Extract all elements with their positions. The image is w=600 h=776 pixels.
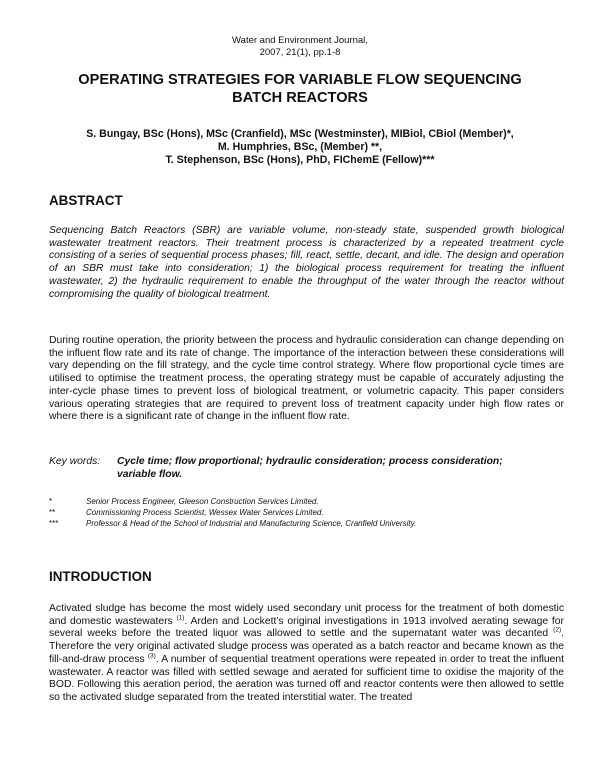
intro-text-3: . Therefore the very original activated sludge process was operated as a batch reactor and became known as the fill-and-draw process <box>49 628 564 665</box>
citation-ref-1: (1) <box>176 614 185 622</box>
author-2: M. Humphries, BSc, (Member) **, <box>217 141 383 153</box>
footnote-mark: * <box>49 497 53 506</box>
author-list <box>30 128 570 167</box>
paper-title <box>40 71 560 107</box>
footnote-2 <box>49 507 324 518</box>
footnote-text: Professor & Head of the School of Industrial and Manufacturing Science, Cranfield University. <box>86 519 417 528</box>
footnote-mark: *** <box>49 519 59 528</box>
footnote-3 <box>49 518 416 529</box>
intro-text-2: . Arden and Lockett’s original investigations in 1913 involved aerating sewage for several weeks before the treated liquor was allowed to settle and the supernatant water was decanted <box>49 615 565 640</box>
keywords-line-1: Cycle time; flow proportional; hydraulic consideration; process consideration; <box>117 456 503 467</box>
journal-citation <box>0 35 600 59</box>
intro-text-4: . A number of sequential treatment operations were repeated in order to treat the influent wastewater. A reactor was filled with settled sewage and aerated for sufficient time to oxidise the majority of the BOD. Following this aeration period, the aeration was turned off and reactor contents were then allowed to settle so the activated sludge separated from the treated interstitial water. The treated <box>49 653 564 703</box>
intro-text-1: Activated sludge has become the most widely used secondary unit process for the treatment of both domestic and domestic wastewaters <box>49 603 564 627</box>
abstract-heading: ABSTRACT <box>49 193 123 208</box>
abstract-paragraph-2: During routine operation, the priority between the process and hydraulic consideration can change depending on the influent flow rate and its rate of change. The importance of the interaction between these considerations will vary depending on the fill strategy, and the cycle time control strategy. Where flow proportional cycle times are utilised to optimise the treatment process, the operating strategy must be capable of accurately adjusting the inter-cycle phase times to prevent loss of biological treatment, or volumetric capacity. This paper considers various operating strategies that are required to prevent loss of treatment capacity under high flow rates or where there is a significant rate of change in the influent flow rate. <box>49 335 564 423</box>
keywords <box>49 456 564 481</box>
journal-name: Water and Environment Journal, <box>232 35 368 46</box>
footnote-text: Senior Process Engineer, Gleeson Construction Services Limited. <box>86 497 319 506</box>
footnote-mark: ** <box>49 508 56 517</box>
introduction-paragraph <box>49 603 564 705</box>
title-line-2: BATCH REACTORS <box>232 90 368 106</box>
citation-ref-3: (3) <box>147 652 156 660</box>
introduction-heading: INTRODUCTION <box>49 569 152 584</box>
keywords-label: Key words: <box>49 456 101 467</box>
author-3: T. Stephenson, BSc (Hons), PhD, FIChemE (Fellow)*** <box>165 154 435 166</box>
citation-ref-2: (2) <box>553 626 562 634</box>
journal-volume: 2007, 21(1), pp.1-8 <box>259 47 341 58</box>
keywords-line-2: variable flow. <box>117 468 183 480</box>
author-1: S. Bungay, BSc (Hons), MSc (Cranfield), MSc (Westminster), MIBiol, CBiol (Member)*, <box>86 128 514 140</box>
footnote-text: Commissioning Process Scientist, Wessex Water Services Limited. <box>86 508 324 517</box>
title-line-1: OPERATING STRATEGIES FOR VARIABLE FLOW SEQUENCING <box>78 72 522 88</box>
footnote-1 <box>49 496 319 507</box>
abstract-paragraph-1: Sequencing Batch Reactors (SBR) are variable volume, non-steady state, suspended growth biological wastewater treatment reactors. Their treatment process is characterized by a repeated treatment cycle consisting of a series of sequential process phases; fill, react, settle, decant, and idle. The design and operation of an SBR must take into consideration; 1) the biological process requirement for treating the influent wastewater, 2) the hydraulic requirement to enable the throughput of the water through the reactor without compromising the quality of biological treatment. <box>49 225 564 300</box>
